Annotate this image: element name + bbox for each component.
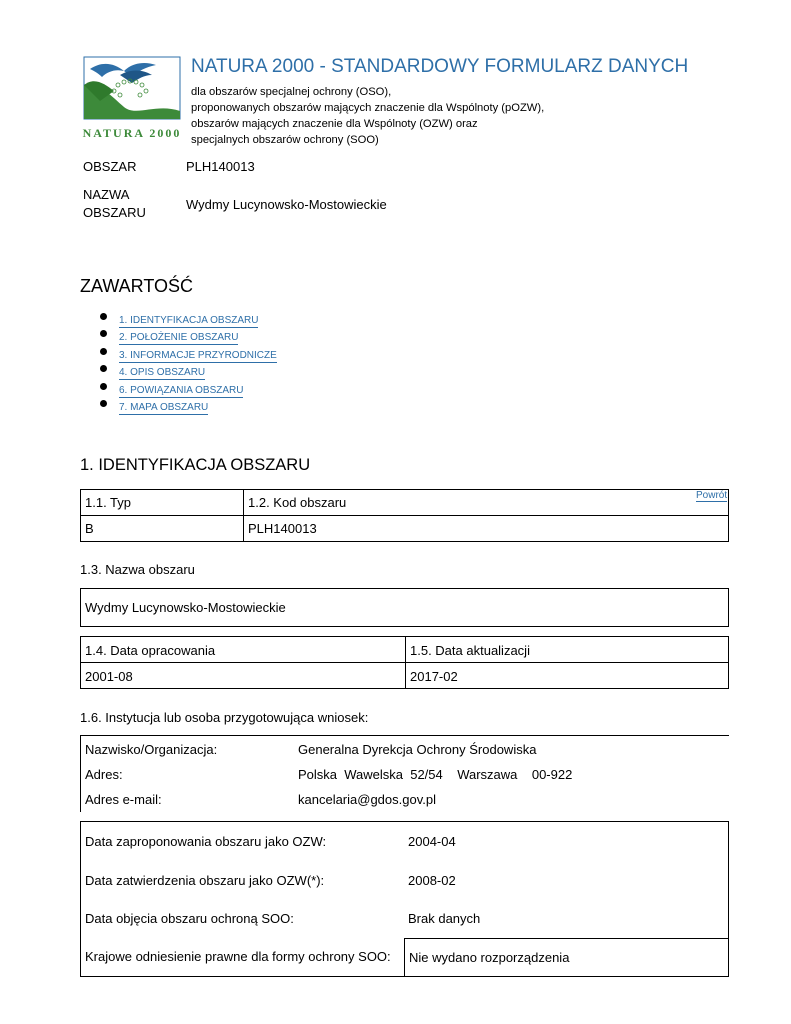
bullet-icon (100, 400, 107, 407)
toc-link-ecological[interactable]: 3. INFORMACJE PRZYRODNICZE (119, 349, 277, 361)
proposed-label: Data zaproponowania obszaru jako OZW: (85, 834, 327, 849)
code-value: PLH140013 (248, 521, 317, 536)
address-label: Adres: (85, 767, 123, 782)
respondent-section-label: 1.6. Instytucja lub osoba przygotowująca wniosek: (80, 710, 369, 725)
subtitle-line: dla obszarów specjalnej ochrony (OSO), (191, 86, 392, 98)
site-name-section-label: 1.3. Nazwa obszaru (80, 562, 195, 577)
compiled-label: 1.4. Data opracowania (85, 643, 216, 658)
toc-heading: ZAWARTOŚĆ (80, 276, 194, 296)
type-value: B (85, 521, 94, 536)
table-divider (81, 662, 728, 663)
section-heading-identification: 1. IDENTYFIKACJA OBSZARU (80, 456, 311, 474)
updated-value: 2017-02 (410, 669, 458, 684)
site-name-label-line2: OBSZARU (83, 205, 146, 220)
updated-label: 1.5. Data aktualizacji (410, 643, 530, 658)
confirmed-label: Data zatwierdzenia obszaru jako OZW(*): (85, 873, 325, 888)
legal-value: Nie wydano rozporządzenia (409, 950, 570, 965)
table-divider (404, 938, 728, 939)
code-label: 1.2. Kod obszaru (248, 495, 347, 510)
subtitle-line: specjalnych obszarów ochrony (SOO) (191, 134, 379, 146)
designation-dates-table (80, 821, 729, 977)
legal-label: Krajowe odniesienie prawne dla formy ochrony SOO: (85, 949, 391, 964)
email-label: Adres e-mail: (85, 792, 162, 807)
table-divider (81, 515, 728, 516)
org-label: Nazwisko/Organizacja: (85, 742, 218, 757)
type-code-table (80, 489, 729, 542)
back-link[interactable]: Powrót (696, 490, 728, 501)
confirmed-value: 2008-02 (408, 873, 456, 888)
natura-2000-logo (80, 55, 184, 141)
bullet-icon (100, 348, 107, 355)
bullet-icon (100, 365, 107, 372)
compiled-value: 2001-08 (85, 669, 133, 684)
bullet-icon (100, 383, 107, 390)
site-name-table (80, 588, 729, 627)
page-title: NATURA 2000 - STANDARDOWY FORMULARZ DANYCH (191, 56, 689, 77)
proposed-value: 2004-04 (408, 834, 456, 849)
toc-link-relations[interactable]: 6. POWIĄZANIA OBSZARU (119, 384, 244, 396)
logo-text: NATURA 2000 (82, 126, 182, 140)
respondent-table (80, 735, 729, 812)
toc-link-description[interactable]: 4. OPIS OBSZARU (119, 367, 206, 379)
dates-table (80, 636, 729, 689)
site-name-value: Wydmy Lucynowsko-Mostowieckie (186, 197, 387, 212)
table-divider (404, 938, 405, 976)
bullet-icon (100, 330, 107, 337)
designated-value: Brak danych (408, 911, 481, 926)
subtitle-line: obszarów mających znaczenie dla Wspólnoty (OZW) oraz (191, 118, 478, 130)
site-code-value: PLH140013 (186, 159, 255, 174)
designated-label: Data objęcia obszaru ochroną SOO: (85, 911, 294, 926)
page-subtitle (191, 84, 544, 148)
site-code-label: OBSZAR (83, 159, 137, 174)
toc-link-location[interactable]: 2. POŁOŻENIE OBSZARU (119, 332, 239, 344)
toc-link-map[interactable]: 7. MAPA OBSZARU (119, 401, 209, 413)
toc-link-identification[interactable]: 1. IDENTYFIKACJA OBSZARU (119, 315, 259, 326)
email-value: kancelaria@gdos.gov.pl (298, 792, 436, 807)
bullet-icon (100, 313, 107, 320)
org-value: Generalna Dyrekcja Ochrony Środowiska (298, 742, 537, 757)
address-value: Polska Wawelska 52/54 Warszawa 00-922 (298, 767, 573, 782)
subtitle-line: proponowanych obszarów mających znaczenie dla Wspólnoty (pOZW), (191, 102, 545, 114)
site-name-label-line1: NAZWA (83, 187, 130, 202)
site-name-label (83, 186, 163, 222)
site-name-cell: Wydmy Lucynowsko-Mostowieckie (85, 600, 286, 615)
type-label: 1.1. Typ (85, 495, 132, 510)
